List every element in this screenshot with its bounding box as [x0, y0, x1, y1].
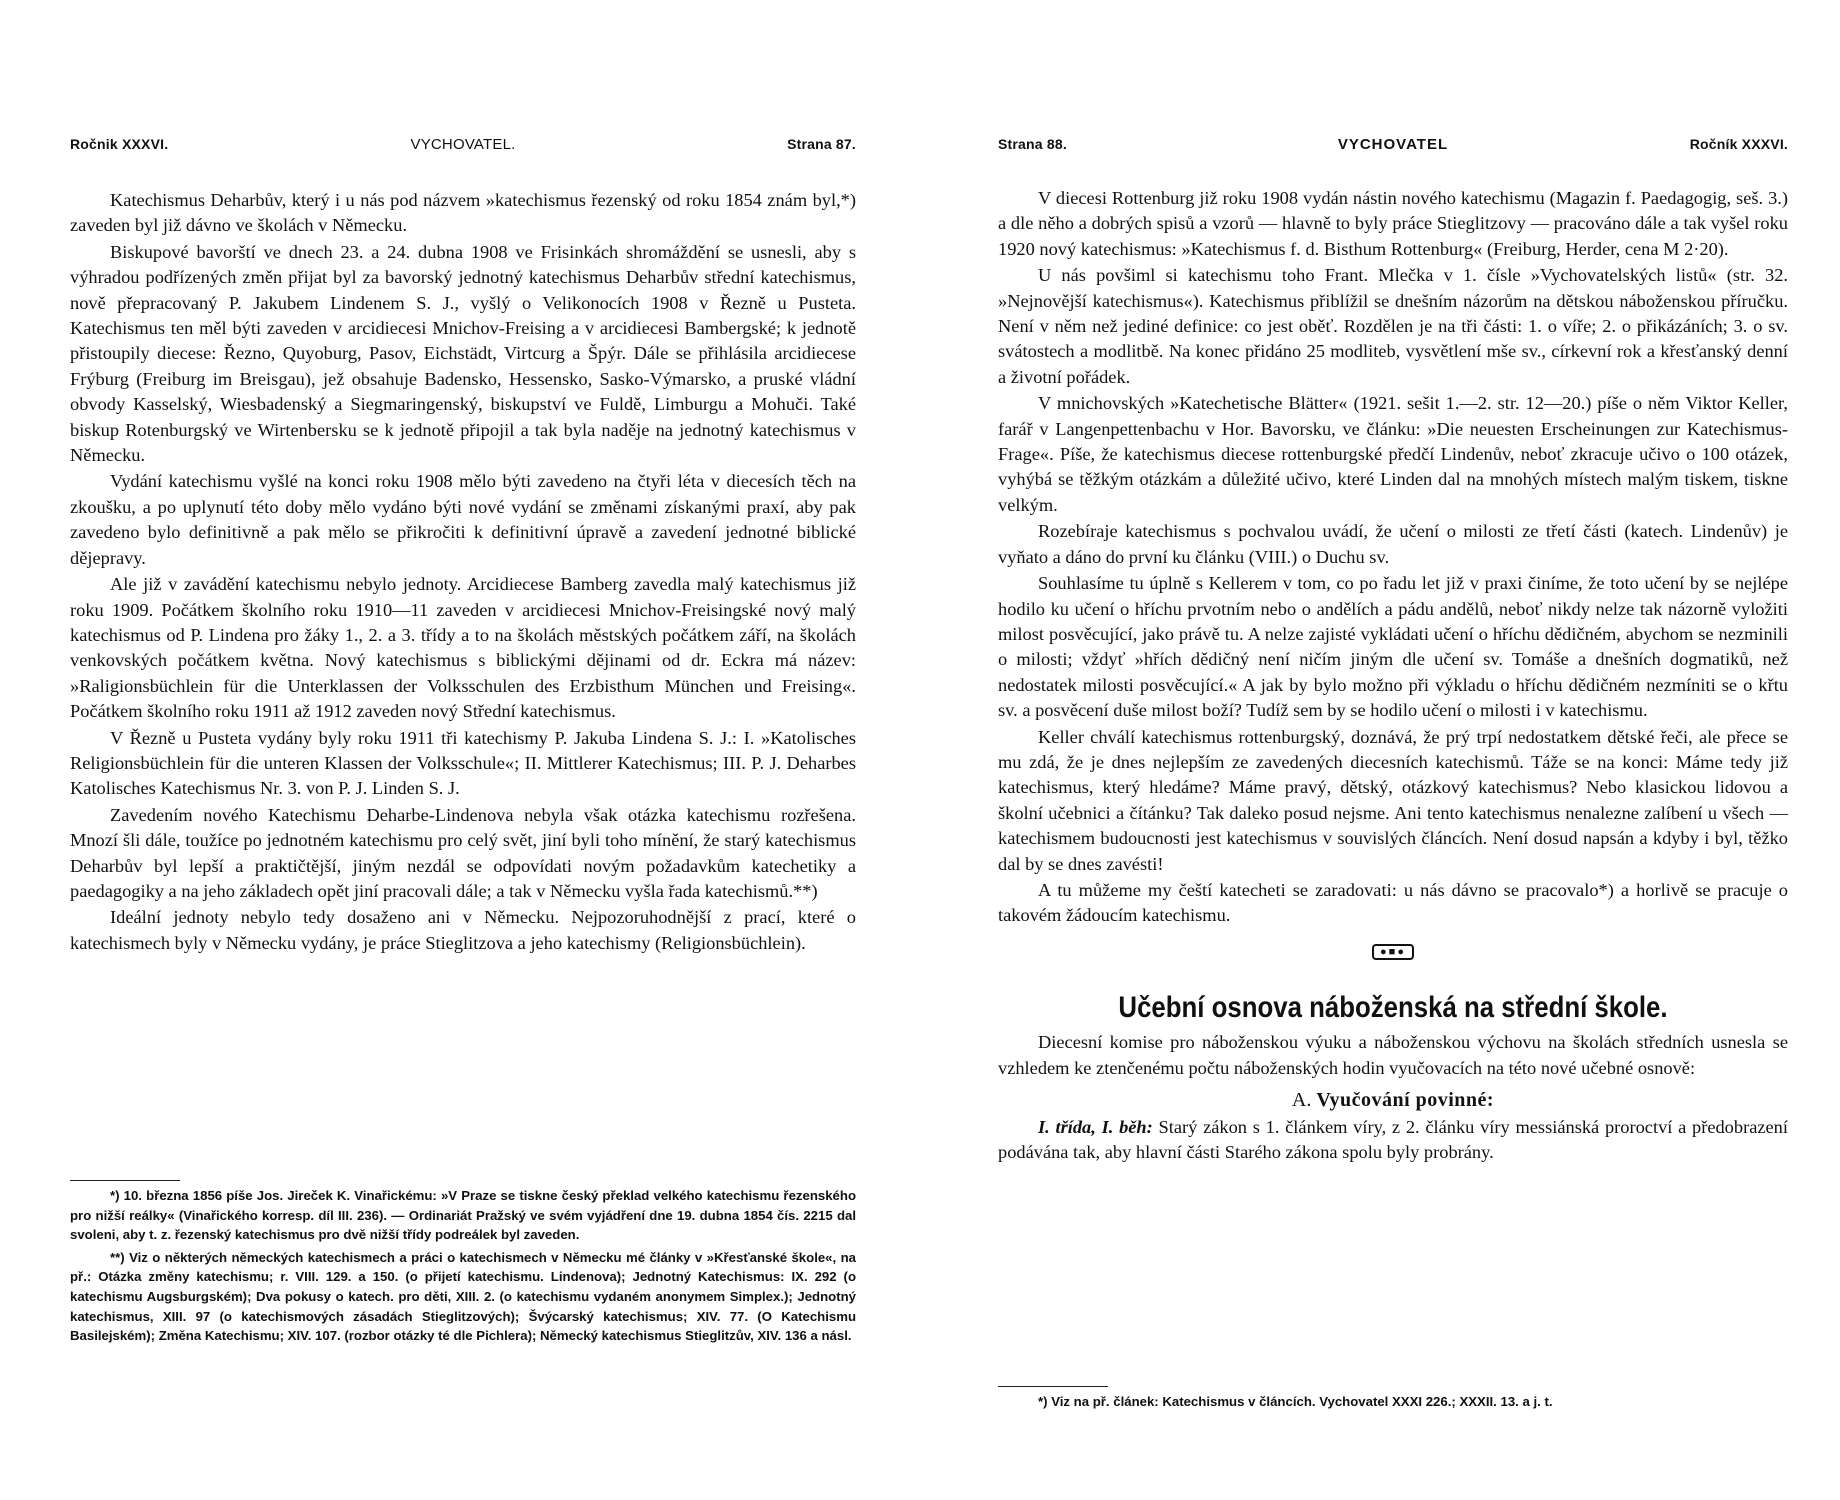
paragraph: V diecesi Rottenburg již roku 1908 vydán nástin nového katechismu (Magazin f. Paedagogig, seš. 3.) a dle něho a dobrých spisů a vzorů — hlavně to byly práce Stieglitzovy — pracováno dále a tak vyšel roku 1920 nový katechismus: »Katechismus f. d. Bisthum Rottenburg« (Freiburg, Herder, cena M 2·20). [998, 188, 1788, 259]
sub-heading-label: A. [1291, 1089, 1312, 1111]
journal-title: VYCHOVATEL [1337, 136, 1449, 153]
paragraph: Zavedením nového Katechismu Deharbe-Lindenova nebyla však otázka katechismu rozřešena. Mnozí šli dále, toužíce po jednotném katechismu pro celý svět, jiní byli toho mínění, že starý katechismus Deharbův byl lepší a praktičtější, jiným nezdál se odpovídati novým požadavkům katechetiky a paedagogiky a na jeho základech opět jiní pracovali dále; a tak v Německu vyšla řada katechismů.**) [70, 804, 856, 901]
right-footnotes [998, 1392, 1788, 1412]
section-heading: Učební osnova náboženská na střední škole. [1118, 991, 1668, 1025]
footnote: **) Viz o některých německých katechismech a práci o katechismech v Německu mé články v »Křesťanské škole«, na př.: Otázka změny katechismu; r. VIII. 129. a 150. (o přijetí katechismu. Lindenova); Jednotný Katechismus: IX. 292 (o katechismu Augsburgském); Dva pokusy o katech. pro děti, XIII. 2. (o katechismu vydaném anonymem Simplex.); Jednotný katechismus, XIII. 97 (o katechismových zásadách Stieglitzových); Švýcarský katechismus; XIV. 77. (O Katechismu Basilejském); Změna Katechismu; XIV. 107. (rozbor otázky té dle Pichlera); Německý katechismus Stieglitzův, XIV. 136 a násl. [70, 1249, 856, 1344]
paragraph: Katechismus Deharbův, který i u nás pod názvem »katechismus řezenský od roku 1854 znám byl,*) zaveden byl již dávno ve školách v Německu. [70, 190, 856, 236]
left-footnotes [70, 1186, 856, 1346]
ornament-icon: ●■● [1372, 944, 1414, 960]
section-ornament [998, 939, 1788, 964]
footnote: *) 10. března 1856 píše Jos. Jireček K. Vinařickému: »V Praze se tiskne český překlad velkého katechismu řezenského pro nižší reálky« (Vinařického korresp. díl III. 236). — Ordinariát Pražský ve svém vyjádření dne 19. dubna 1854 čís. 2215 dal svoleni, aby t. z. řezenský katechismus pro dvě nižší třídy podreálek byl zaveden. [70, 1188, 856, 1243]
sub-heading-text: Vyučování povinné: [1316, 1089, 1495, 1111]
paragraph: Souhlasíme tu úplně s Kellerem v tom, co po řadu let již v praxi činíme, že toto učení by se nejlépe hodilo ku učení o hříchu prvotním nebo o andělích a pádu andělů, neboť nikdy nelze tak názorně vyložiti milost posvěcující, jako právě tu. A nelze zajisté vykládati učení o hříchu dědičném, abychom se nezminili o milosti; vždyť »hřích dědičný není ničím jiným dle učení sv. Tomáše a dnešních dogmatiků, než nedostatek milosti posvěcující.« A jak by bylo možno při výkladu o hříchu dědičném nezmíniti se o křtu sv. a posvěcení duše milost boží? Tudíž sem by se hodilo učení o milosti i v katechismu. [998, 573, 1788, 721]
paragraph: V Řezně u Pusteta vydány byly roku 1911 tři katechismy P. Jakuba Lindena S. J.: I. »Katolisches Religionsbüchlein für die unteren Klassen der Volksschule«; II. Mittlerer Katechismus; III. P. J. Deharbes Katolisches Katechismus Nr. 3. von P. J. Linden S. J. [70, 727, 856, 799]
footnote-divider [998, 1386, 1108, 1387]
paragraph: A tu můžeme my čeští katecheti se zaradovati: u nás dávno se pracovalo*) a horlivě se pracuje o takovém žádoucím katechismu. [998, 879, 1788, 926]
paragraph: Ale již v zavádění katechismu nebylo jednoty. Arcidiecese Bamberg zavedla malý katechismus již roku 1909. Počátkem školního roku 1910—11 zaveden v arcidiecesi Mnichov-Freisingské nový malý katechismus od P. Lindena pro žáky 1., 2. a 3. třídy a to na školách městských počátkem září, na školách venkovských počátkem května. Nový katechismus s biblickými dějinami od dr. Eckra má název: »Raligionsbüchlein für die Unterklassen der Volksschulen des Erzbisthum München und Freising«. Počátkem školního roku 1911 až 1912 zaveden nový Střední katechismus. [70, 574, 856, 722]
right-running-head [998, 136, 1788, 156]
footnote-divider [70, 1180, 180, 1181]
paragraph: Biskupové bavorští ve dnech 23. a 24. dubna 1908 ve Frisinkách shromáždění se usnesli, aby s výhradou podřízených změn přijat byl za bavorský jednotný katechismus Deharbův střední katechismus, nově přepracovaný P. Jakubem Lindenem S. J., vyšlý o Velikonocích 1908 v Řezně u Pusteta. Katechismus ten měl býti zaveden v arcidiecesi Mnichov-Freising a v arcidiecesi Bambergské; k jednotě přistoupily diecese: Řezno, Quyoburg, Pasov, Eichstädt, Virtcurg a Špýr. Dále se přihlásila arcidiecese Frýburg (Freiburg im Breisgau), jež obsahuje Badensko, Hessensko, Sasko-Výmarsko, a pruské vládní obvody Kasselský, Wiesbadenský a Siegmaringenský, biskupství ve Fuldě, Limburgu a Mohuči. Také biskup Rotenburgský ve Wirtenbersku se k jednotě připojil a tak byla naděje na jednotný katechismus v Německu. [70, 241, 856, 466]
paragraph: Rozebíraje katechismus s pochvalou uvádí, že učení o milosti ze třetí části (katech. Lindenův) je vyňato a dáno do první ku článku (VIII.) o Duchu sv. [998, 521, 1788, 567]
paragraph: U nás povšiml si katechismu toho Frant. Mlečka v 1. čísle »Vychovatelských listů« (str. 32. »Nejnovější katechismus«). Katechismus přiblížil se dnešním názorům na dětskou náboženskou příručku. Není v něm než jediné definice: co jest oběť. Rozdělen je na tři části: 1. o víře; 2. o přikázáních; 3. o sv. svátostech a modlitbě. Na konec přidáno 25 modliteb, vysvětlení mše sv., církevní rok a křesťanský denní a životní pořádek. [998, 265, 1788, 387]
right-page [920, 0, 1840, 1500]
volume-label: Ročník XXXVI. [1689, 136, 1788, 152]
paragraph: Keller chválí katechismus rottenburgský, doznává, že prý trpí nedostatkem dětské řeči, ale přece se mu zdá, že je dnes nejlepším ze zavedených diecesních katechismů. Táže se na konci: Máme tedy již katechismus, který hledáme? Máme pravý, dětský, otázkový katechismus? Nebo klasickou lidovou a školní učebnici a čítánku? Tak daleko posud nejsme. Ani tento katechismus nenalezne zalíbení u všech — katechismem budoucnosti jest katechismus v souvislých článcích. Není dosud napsán a kdyby i byl, těžko dal by se dnes zavésti! [998, 726, 1788, 874]
class-label: I. třída, I. běh: [1038, 1117, 1153, 1137]
page-number: Strana 88. [998, 136, 1067, 152]
paragraph: Ideální jednoty nebylo tedy dosaženo ani v Německu. Nejpozoruhodnější z prací, které o katechismech byly v Německu vydány, je práce Stieglitzova a jeho katechismy (Religionsbüchlein). [70, 907, 856, 953]
sub-heading [998, 1087, 1788, 1113]
paragraph: Vydání katechismu vyšlé na konci roku 1908 mělo býti zavedeno na čtyři léta v diecesích těch na zkoušku, a po uplynutí této doby mělo vydáno býti nové vydání se změnami získanými praxí, aby pak zavedeno bylo definitivně a pak mělo se přikročiti k definitivní úpravě a zavedení jednotné biblické dějepravy. [70, 471, 856, 568]
paragraph: V mnichovských »Katechetische Blätter« (1921. sešit 1.—2. str. 12—20.) píše o něm Viktor Keller, farář v Langenpettenbachu v Hor. Bavorsku, ve článku: »Die neuesten Erscheinungen zur Katechismus-Frage«. Píše, že katechismus diecese rottenburgské předčí Lindenův, neboť zkracuje učivo o 100 otázek, vyhýbá se těžkým otázkám a důležité učivo, které Linden dal na mnohých místech malým tiskem, tiskne velkým. [998, 393, 1788, 515]
footnote: *) Viz na př. článek: Katechismus v článcích. Vychovatel XXXI 226.; XXXII. 13. a j. t. [1038, 1394, 1553, 1409]
section-intro: Diecesní komise pro náboženskou výuku a náboženskou výchovu na školách středních usnesla se vzhledem ke ztenčenému počtu náboženských hodin vyučovacích na této nové učebné osnově: [998, 1032, 1788, 1078]
right-body-text [998, 186, 1788, 1166]
left-body-text [70, 188, 856, 956]
page-number: Strana 87. [787, 136, 856, 152]
volume-label: Ročnik XXXVI. [70, 136, 169, 152]
class-paragraph [998, 1115, 1788, 1166]
class-text: Starý zákon s 1. článkem víry, z 2. článku víry messiánská proroctví a předobrazení podávána tak, aby hlavní části Starého zákona spolu byly probrány. [998, 1117, 1788, 1163]
left-running-head [70, 136, 856, 156]
journal-title: VYCHOVATEL. [410, 136, 516, 153]
